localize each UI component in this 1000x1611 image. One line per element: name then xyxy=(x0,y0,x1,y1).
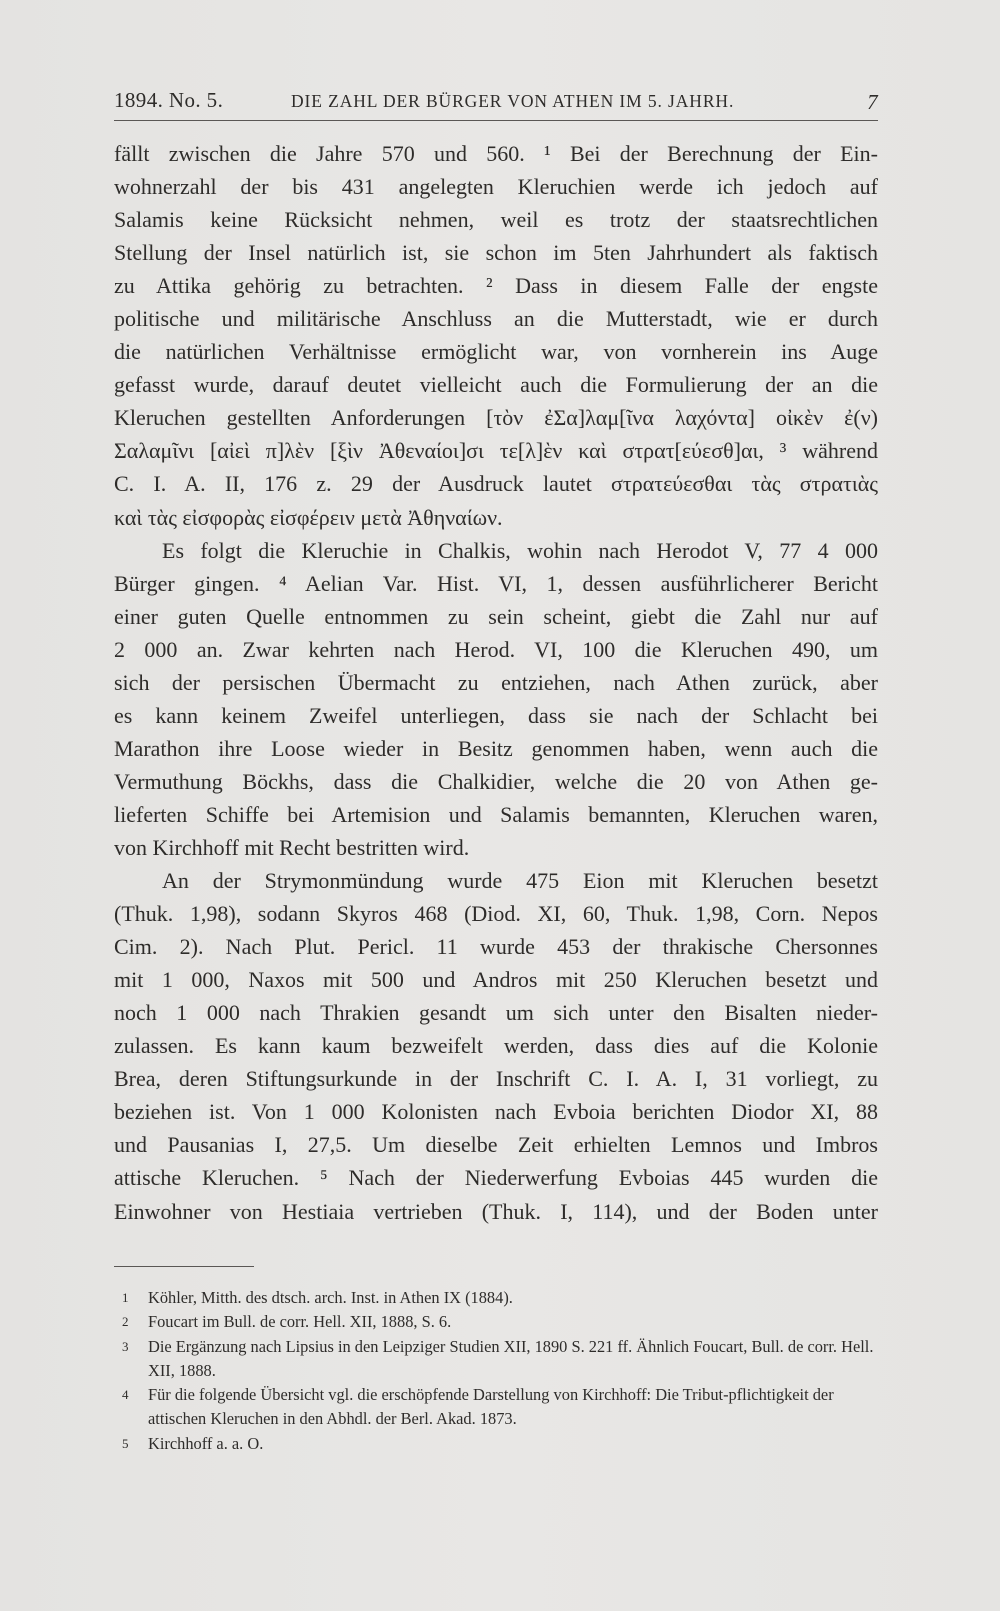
footnote-text: Köhler, Mitth. des dtsch. arch. Inst. in Athen IX (1884). xyxy=(148,1288,513,1307)
body-line: sich der persischen Übermacht zu entziehen, nach Athen zurück, aber xyxy=(114,669,878,695)
body-line: C. I. A. II, 176 z. 29 der Ausdruck lautet στρατεύεσθαι τὰς στρατιὰς xyxy=(114,471,878,497)
body-line: gefasst wurde, darauf deutet vielleicht auch die Formulierung der an die xyxy=(114,372,878,398)
body-line: Einwohner von Hestiaia vertrieben (Thuk. I, 114), und der Boden unter xyxy=(114,1198,878,1224)
body-line: wohnerzahl der bis 431 angelegten Kleruchien werde ich jedoch auf xyxy=(114,174,878,200)
running-header xyxy=(114,84,878,121)
body-line: die natürlichen Verhältnisse ermöglicht war, von vornherein ins Auge xyxy=(114,339,878,365)
footnote xyxy=(122,1383,878,1432)
body-line: Σαλαμῖνι [αἰεὶ π]λὲν [ξὶν Ἀθεναίοι]σι τε[λ]ὲν καὶ στρατ[εύεσθ]αι, ³ während xyxy=(114,438,878,464)
body-line: (Thuk. 1,98), sodann Skyros 468 (Diod. XI, 60, Thuk. 1,98, Corn. Nepos xyxy=(114,901,878,927)
footnote-number: 5 xyxy=(122,1435,129,1451)
page-number: 7 xyxy=(867,90,878,114)
body-line: Es folgt die Kleruchie in Chalkis, wohin nach Herodot V, 77 4 000 xyxy=(162,537,878,563)
body-line: Cim. 2). Nach Plut. Pericl. 11 wurde 453 der thrakische Chersonnes xyxy=(114,934,878,960)
body-line: es kann keinem Zweifel unterliegen, dass sie nach der Schlacht bei xyxy=(114,702,878,728)
body-line: Bürger gingen. ⁴ Aelian Var. Hist. VI, 1, dessen ausführlicherer Bericht xyxy=(114,570,878,596)
body-line: beziehen ist. Von 1 000 Kolonisten nach Evboia berichten Diodor XI, 88 xyxy=(114,1099,878,1125)
footnote-number: 4 xyxy=(122,1387,129,1403)
footnote-divider xyxy=(114,1266,254,1267)
body-line: lieferten Schiffe bei Artemision und Salamis bemannten, Kleruchen waren, xyxy=(114,801,878,827)
footnote xyxy=(122,1286,878,1310)
body-line: 2 000 an. Zwar kehrten nach Herod. VI, 100 die Kleruchen 490, um xyxy=(114,636,878,662)
footnote-number: 1 xyxy=(122,1290,129,1305)
footnote xyxy=(122,1310,878,1334)
body-line: einer guten Quelle entnommen zu sein scheint, giebt die Zahl nur auf xyxy=(114,603,878,629)
body-line: noch 1 000 nach Thrakien gesandt um sich unter den Bisalten nieder- xyxy=(114,1000,878,1026)
body-line: fällt zwischen die Jahre 570 und 560. ¹ Bei der Berechnung der Ein- xyxy=(114,141,878,166)
footnotes xyxy=(122,1286,878,1456)
footnote-text: Kirchhoff a. a. O. xyxy=(148,1433,264,1453)
body-line: Marathon ihre Loose wieder in Besitz genommen haben, wenn auch die xyxy=(114,735,878,761)
header-issue: 1894. No. 5. xyxy=(114,88,224,112)
body-line: Brea, deren Stiftungsurkunde in der Inschrift C. I. A. I, 31 vorliegt, zu xyxy=(114,1066,878,1092)
body-line: Kleruchen gestellten Anforderungen [τὸν ἐΣα]λαμ[ῖνα λαχόντα] οἰκὲν ἐ(ν) xyxy=(114,405,878,431)
body-line: Salamis keine Rücksicht nehmen, weil es trotz der staatsrechtlichen xyxy=(114,207,878,233)
footnote-text: Die Ergänzung nach Lipsius in den Leipziger Studien XII, 1890 S. 221 ff. Ähnlich Foucart, Bull. de corr. Hell. XII, 1888. xyxy=(148,1336,874,1380)
body-line: mit 1 000, Naxos mit 500 und Andros mit 250 Kleruchen besetzt und xyxy=(114,967,878,993)
body-line: und Pausanias I, 27,5. Um dieselbe Zeit erhielten Lemnos und Imbros xyxy=(114,1132,878,1158)
body-line: attische Kleruchen. ⁵ Nach der Niederwerfung Evboias 445 wurden die xyxy=(114,1165,878,1191)
footnote xyxy=(122,1432,878,1456)
footnote-text: Für die folgende Übersicht vgl. die erschöpfende Darstellung von Kirchhoff: Die Tribut-pflichtigkeit der attischen Kleruchen in den Abhdl. der Berl. Akad. 1873. xyxy=(148,1385,834,1429)
footnote-number: 2 xyxy=(122,1314,129,1330)
body-line: Stellung der Insel natürlich ist, sie schon im 5ten Jahrhundert als faktisch xyxy=(114,240,878,266)
body-line: An der Strymonmündung wurde 475 Eion mit Kleruchen besetzt xyxy=(162,868,878,894)
body-line: καὶ τὰς εἰσφορὰς εἰσφέρειν μετὰ Ἀθηναίων. xyxy=(114,504,503,530)
body-line: zu Attika gehörig zu betrachten. ² Dass in diesem Falle der engste xyxy=(114,273,878,299)
footnote xyxy=(122,1335,878,1384)
body-text xyxy=(114,137,878,1228)
footnote-number: 3 xyxy=(122,1338,129,1354)
body-line: von Kirchhoff mit Recht bestritten wird. xyxy=(114,834,470,860)
header-title: DIE ZAHL DER BÜRGER VON ATHEN IM 5. JAHRH. xyxy=(291,91,735,111)
footnote-text: Foucart im Bull. de corr. Hell. XII, 1888, S. 6. xyxy=(148,1312,452,1332)
body-line: Vermuthung Böckhs, dass die Chalkidier, welche die 20 von Athen ge- xyxy=(114,768,878,794)
body-line: politische und militärische Anschluss an die Mutterstadt, wie er durch xyxy=(114,306,878,332)
body-line: zulassen. Es kann kaum bezweifelt werden, dass dies auf die Kolonie xyxy=(114,1033,878,1059)
